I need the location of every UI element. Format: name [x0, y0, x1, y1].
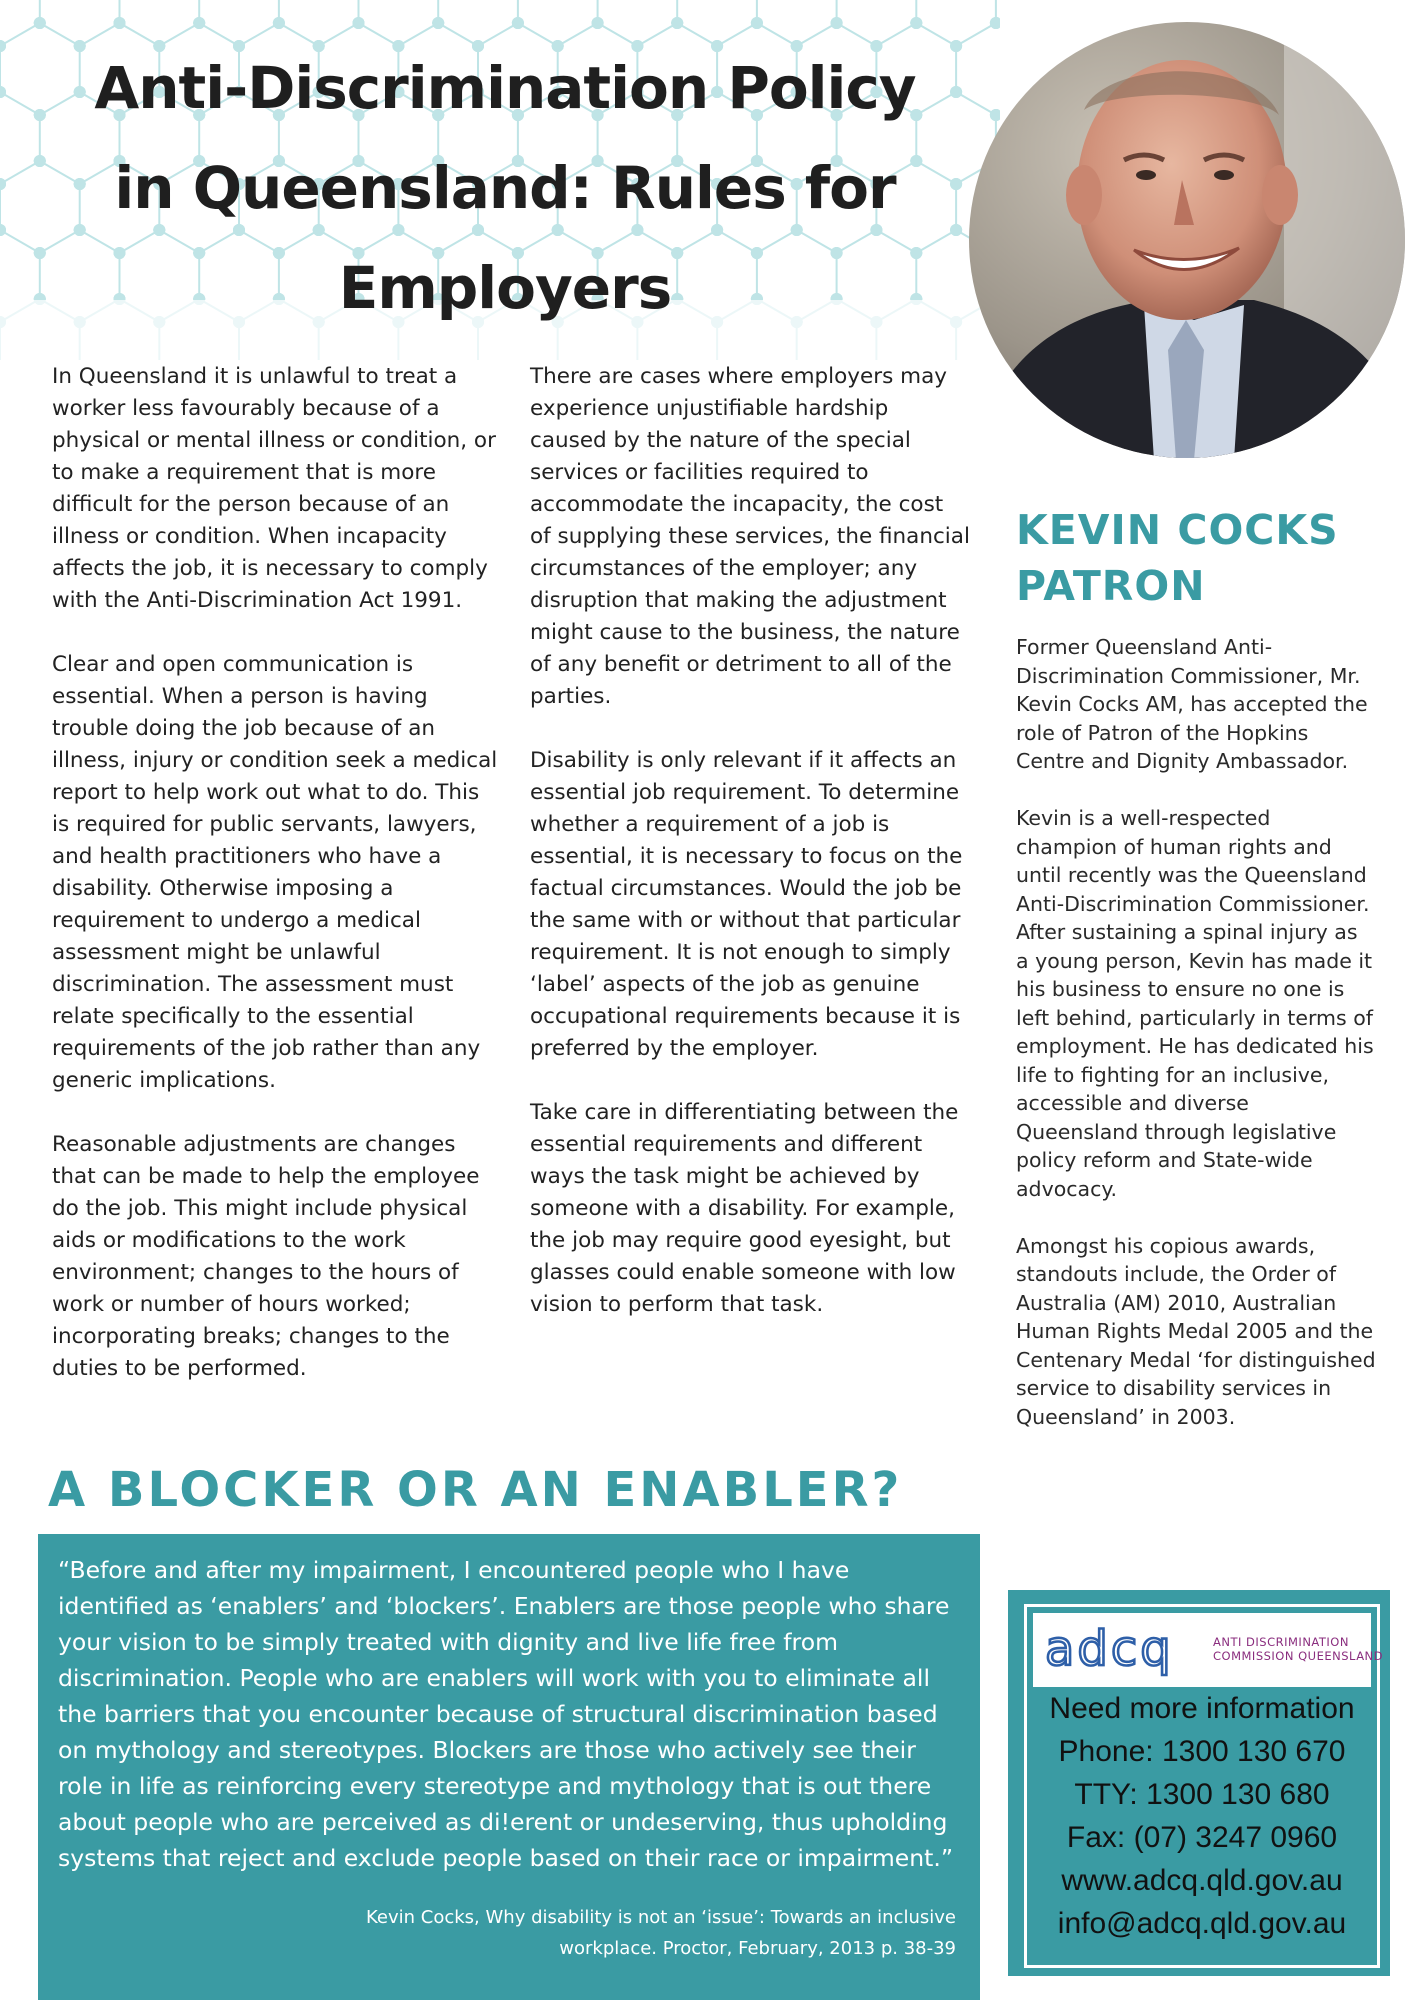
quote-citation: Kevin Cocks, Why disability is not an ‘issue’: Towards an inclusive workplace. Proctor, February, 2013 p. 38-39 — [366, 1907, 956, 1959]
paragraph: Reasonable adjustments are changes that can be made to help the employee do the job. This might include physical aids or modifications to the work environment; changes to the hours of work or number of hours worked; incorporating breaks; changes to the duties to be performed. — [52, 1132, 480, 1381]
paragraph: Clear and open communication is essential. When a person is having trouble doing the job because of an illness, injury or condition seek a medical report to help work out what to do. This is required for public servants, lawyers, and health practitioners who have a disability. Otherwise imposing a requirement to undergo a medical assessment might be unlawful discrimination. The assessment must relate specifically to the essential requirements of the job rather than any generic implications. — [52, 652, 498, 1093]
paragraph: Kevin is a well-respected champion of human rights and until recently was the Queensland Anti-Discrimination Commissioner. After sustaining a spinal injury as a young person, Kevin has made it his business to ensure no one is left behind, particularly in terms of employment. He has dedicated his life to fighting for an inclusive, accessible and diverse Queensland through legislative policy reform and State-wide advocacy. — [1016, 806, 1374, 1201]
hexagon-node — [671, 17, 683, 29]
paragraph: Amongst his copious awards, standouts include, the Order of Australia (AM) 2010, Australian Human Rights Medal 2005 and the Centenary Medal ‘for distinguished service to disability services in Queensland’ in 2003. — [1016, 1233, 1376, 1429]
contact-email-link[interactable]: info@adcq.qld.gov.au — [1057, 1907, 1347, 1940]
person-photo-icon — [954, 20, 1414, 460]
adcq-logo-letters — [1045, 1623, 1205, 1677]
contact-tty: TTY: 1300 130 680 — [1074, 1778, 1330, 1811]
contact-frame — [1024, 1604, 1384, 1968]
hexagon-node — [592, 17, 604, 29]
hexagon-node — [114, 17, 126, 29]
paragraph: Disability is only relevant if it affects an essential job requirement. To determine whether a requirement of a job is essential, it is necessary to focus on the factual circumstances. Would the job be the same with or without that particular requirement. It is not enough to simply ‘label’ aspects of the job as genuine occupational requirements because it is preferred by the employer. — [530, 748, 963, 1061]
contact-phone: Phone: 1300 130 670 — [1058, 1735, 1346, 1768]
contact-list — [1027, 1687, 1377, 1945]
paragraph: Take care in differentiating between the essential requirements and different ways the task might be achieved by someone with a disability. For example, the job may require good eyesight, but glasses could enable someone with low vision to perform that task. — [530, 1100, 959, 1317]
blocker-enabler-heading: A BLOCKER OR AN ENABLER? — [48, 1462, 903, 1518]
hexagon-node — [273, 17, 285, 29]
page-title — [30, 38, 980, 338]
adcq-logo — [1033, 1613, 1384, 1687]
title-line-3: Employers — [338, 254, 672, 322]
adcq-logo-subtitle — [1213, 1635, 1384, 1663]
paragraph: In Queensland it is unlawful to treat a worker less favourably because of a physical or mental illness or condition, or to make a requirement that is more difficult for the person because of an illness or condition. When incapacity affects the job, it is necessary to comply with the Anti-Discrimination Act 1991. — [52, 364, 496, 613]
quote-text: “Before and after my impairment, I encountered people who I have identified as ‘enablers’ and ‘blockers’. Enablers are those people who share your vision to be simply treated with dignity and live life free from discrimination. People who are enablers will work with you to eliminate all the barriers that you encounter because of structural discrimination based on mythology and stereotypes. Blockers are those who actively see their role in life as reinforcing every stereotype and mythology that is out there about people who are perceived as di!erent or undeserving, thus upholding systems that reject and exclude people based on their race or impairment.” — [58, 1556, 954, 1872]
quote-box — [38, 1534, 980, 2000]
contact-fax: Fax: (07) 3247 0960 — [1066, 1821, 1338, 1854]
hexagon-node — [432, 17, 444, 29]
title-line-2: in Queensland: Rules for — [114, 154, 896, 222]
hexagon-node — [0, 40, 6, 52]
hexagon-node — [751, 17, 763, 29]
paragraph: There are cases where employers may experience unjustifiable hardship caused by the nature of the special services or facilities required to accommodate the incapacity, the cost of supplying these services, the financial circumstances of the employer; any disruption that making the adjustment might cause to the business, the nature of any benefit or detriment to all of the parties. — [530, 364, 970, 709]
hexagon-node — [512, 17, 524, 29]
hexagon-node — [910, 17, 922, 29]
contact-heading: Need more information — [1049, 1692, 1355, 1725]
body-column-left — [52, 361, 500, 1417]
paragraph: Former Queensland Anti-Discrimination Commissioner, Mr. Kevin Cocks AM, has accepted the role of Patron of the Hopkins Centre and Dignity Ambassador. — [1016, 635, 1368, 773]
hexagon-node — [34, 17, 46, 29]
hexagon-node — [193, 17, 205, 29]
patron-heading-line-1: KEVIN COCKS — [1016, 506, 1339, 554]
contact-box — [1008, 1590, 1390, 1976]
hexagon-node — [831, 17, 843, 29]
logo-subtitle-line-2: COMMISSION QUEENSLAND — [1213, 1649, 1384, 1663]
patron-heading — [1016, 502, 1376, 614]
adcq-logo-wordmark: adcq — [1045, 1623, 1174, 1677]
body-column-middle — [530, 361, 970, 1353]
hexagon-node — [0, 178, 6, 190]
patron-column — [1016, 633, 1376, 1460]
hexagon-node — [0, 224, 6, 236]
logo-subtitle-line-1: ANTI DISCRIMINATION — [1213, 1635, 1349, 1649]
contact-website-link[interactable]: www.adcq.qld.gov.au — [1061, 1864, 1343, 1897]
patron-heading-line-2: PATRON — [1016, 562, 1206, 610]
hexagon-node — [353, 17, 365, 29]
title-line-1: Anti-Discrimination Policy — [94, 54, 916, 122]
hexagon-node — [0, 86, 6, 98]
